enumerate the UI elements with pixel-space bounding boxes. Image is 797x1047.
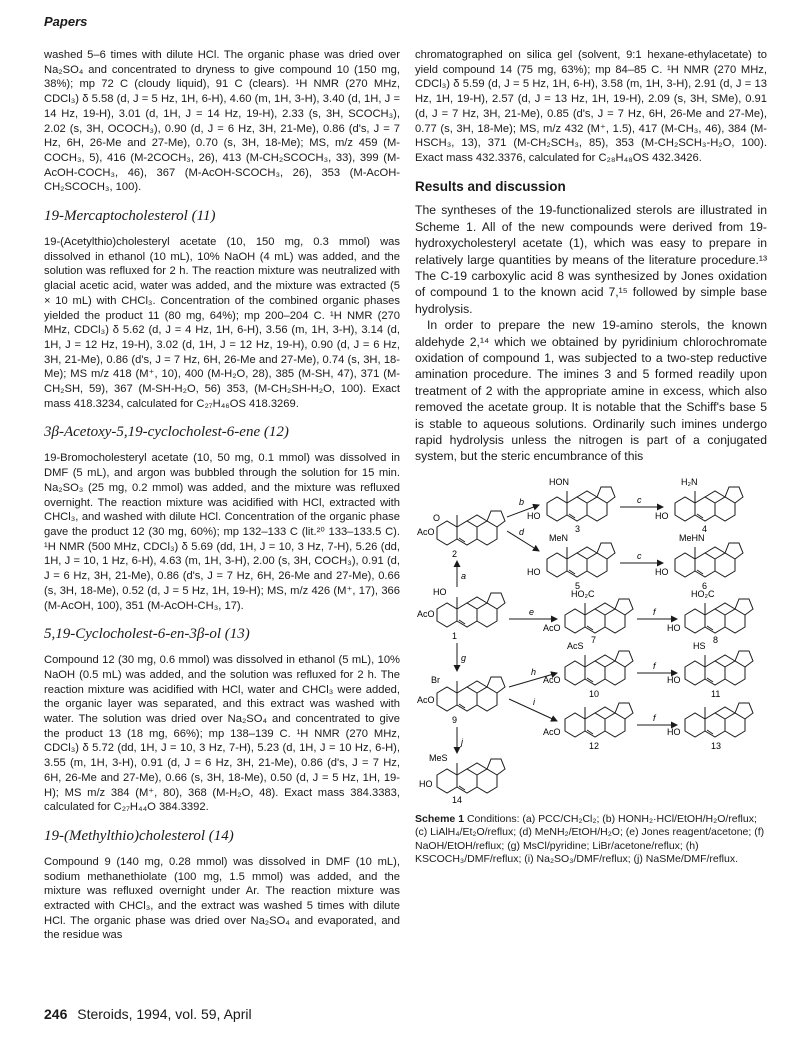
group-label: HO₂C [691,588,715,599]
molecule-12 [565,703,633,737]
molecule-7 [565,599,633,633]
group-label: HO [527,566,541,577]
group-label: AcO [543,674,561,685]
journal-citation: Steroids, 1994, vol. 59, April [77,1006,252,1022]
group-label: AcS [567,640,584,651]
group-label: AcO [543,622,561,633]
molecule-13 [685,703,753,737]
group-label: HO [527,510,541,521]
paragraph-compound-13: Compound 12 (30 mg, 0.6 mmol) was dissolved in ethanol (5 mL), 10% NaOH (0.5 mL) was added, and the solution was refluxed for 2 h. The reaction mixture was acidified with HCl, water and CHCl₃ were added, the organic layer was separated, and this extract was washed with water. The solution was dried over Na₂SO₄ and concentrated to give the product 13 (18 mg, 66%); mp 138–139 C. ¹H NMR (270 MHz, CDCl₃) δ 5.72 (dd, 1H, J = 10, 3 Hz, 7-H), 5.23 (d, 1H, J = 10 Hz, 6-H), 3.55 (m, 1H, 3-H), 0.91 (d, J = 6 Hz, 3H, 21-Me), 0.86 (d's, J = 7 Hz, 6H, 26-Me and 27-Me), 0.66 (s, 3H, 18-Me), 0.50 (d, J = 5 Hz, 1H, 19-H); MS m/z 384 (M⁺, 80), 368 (M-H₂O, 48). Exact mass 384.3383, calculated for C₂₇H₄₄O 384.3392. [44,654,400,814]
group-label: O [433,512,441,523]
molecule-8 [685,599,753,633]
arrow-label: i [533,696,535,707]
arrow-label: f [653,660,656,671]
paragraph-compound-10-end: washed 5–6 times with dilute HCl. The organic phase was dried over Na₂SO₄ and concentrated to dryness to give compound 10 (150 mg, 38%); mp 72 C (cloudy liquid), 91 C (clears). ¹H NMR (270 MHz, CDCl₃) δ 5.58 (d, J = 5 Hz, 1H, 6-H), 4.60 (m, 1H, 3-H), 3.40 (d, 1H, J = 14 Hz, 19-H), 3.01 (d, 1H, J = 14 Hz, 19-H), 2.33 (s, 3H, SCOCH₃), 2.02 (s, 3H, OCOCH₃), 0.90 (d, J = 6 Hz, 3H, 21-Me), 0.86 (d's, J = 7 Hz, 6H, 26-Me and 27-Me), 0.70 (s, 3H, 18-Me); MS, m/z 459 (M-COCH₃, 5), 416 (M-2COCH₃, 26), 413 (M-CH₂SCOCH₃, 33), 399 (M-AcOH-COCH₃, 46), 367 (M-AcOH-SCOCH₃, 26), 353 (M-AcOH-CH₂SCOCH₃, 100). [44,49,400,194]
arrow-label: a [461,570,467,581]
group-label: MeHN [679,532,705,543]
arrow-label: f [653,712,656,723]
group-label: H₂N [681,476,698,487]
molecule-3 [547,487,615,521]
scheme-caption-label: Scheme 1 [415,812,465,825]
group-label: HO [419,778,433,789]
paragraph-compound-12: 19-Bromocholesteryl acetate (10, 50 mg, 0.1 mmol) was dissolved in DMF (5 mL), and argon was bubbled through the solution for 15 min. Na₂SO₃ (25 mg, 0.2 mmol) was added, and the mixture was refluxed overnight. The reaction mixture was acidified with HCl, extracted with CHCl₃, and washed with dilute HCl. Concentration of the organic phase gave the product 12 (30 mg, 60%); mp 132–133 C (lit.²⁰ 133–133.5 C). ¹H NMR (500 MHz, CDCl₃) δ 5.69 (dd, 1H, J = 10, 3 Hz, 7-H), 5.26 (dd, 1H, J = 10, 1 Hz, 6-H), 4.63 (m, 1H, 3-H), 2.00 (s, 3H, COCH₃), 0.91 (d, J = 6 Hz, 3H, 21-Me), 0.86 (d's, J = 7 Hz, 6H, 26-Me and 27-Me), 0.66 (s, 3H, 18-Me), 0.52 (d, J = 5 Hz, 1H, 19-H); MS, m/z 426 (M⁺, 17), 366 (M-AcOH, 100), 351 (M-AcOH-CH₃, 17). [44,452,400,612]
group-label: AcO [543,726,561,737]
section-title: Results and discussion [415,178,566,194]
molecule-5 [547,543,615,577]
compound-number: 5 [575,580,581,591]
group-label: HO [433,586,447,597]
compound-number: 2 [452,548,458,559]
compound-number: 10 [589,688,600,699]
compound-number: 14 [452,794,463,805]
group-label: HON [549,476,569,487]
arrow-label: f [653,606,656,617]
group-label: HO [667,622,681,633]
compound-number: 8 [713,634,719,645]
results-paragraph-1: The syntheses of the 19-functionalized sterols are illustrated in Scheme 1. All of the new compounds were derived from 19-hydroxycholesteryl acetate (1), which was easy to prepare in relatively large quantities by means of the literature procedure.¹³ The C-19 carboxylic acid 8 was synthesized by Jones oxidation of compound 1 to the known acid 7,¹⁵ followed by simple base hydrolysis. [415,203,767,316]
molecule-11 [685,651,753,685]
compound-number: 13 [711,740,722,751]
paragraph-compound-14-end: chromatographed on silica gel (solvent, 9:1 hexane-ethylacetate) to yield compound 14 (75 mg, 63%); mp 84–85 C. ¹H NMR (270 MHz, CDCl₃) δ 5.59 (d, J = 5 Hz, 1H, 6-H), 3.58 (m, 1H, 3-H), 2.91 (d, J = 13 Hz, 1H, 19-H), 2.57 (d, J = 13 Hz, 1H, 19-H), 2.09 (s, 3H, SMe), 0.91 (d, J = 7 Hz, 3H, 21-Me), 0.85 (d's, J = 7 Hz, 6H, 26-Me and 27-Me), 0.77 (s, 3H, 18-Me); MS, m/z 432 (M⁺, 1.5), 417 (M-CH₃, 46), 384 (M-HSCH₃, 13), 371 (M-CH₂SCH₃, 85), 353 (M-CH₂SCH₃-H₂O, 100). Exact mass 432.3376, calculated for C₂₈H₄₈OS 432.3426. [415,49,767,164]
molecule-10 [565,651,633,685]
group-label: HO [667,674,681,685]
compound-number: 4 [702,523,708,534]
arrow-label: d [519,526,525,537]
arrow-label: c [637,494,642,505]
group-label: Br [431,674,440,685]
subheading-compound-12: 3β-Acetoxy-5,19-cyclocholest-6-ene (12) [44,424,289,441]
group-label: AcO [417,608,435,619]
molecule-4 [675,487,743,521]
compound-number: 7 [591,634,597,645]
arrow-label: e [529,606,535,617]
compound-number: 11 [711,688,721,699]
page-footer [44,1006,252,1022]
group-label: HO₂C [571,588,595,599]
compound-number: 1 [452,630,458,641]
scheme-caption-text: Conditions: (a) PCC/CH₂Cl₂; (b) HONH₂·HCl/EtOH/H₂O/reflux; (c) LiAlH₄/Et₂O/reflux; (d) MeNH₂/EtOH/H₂O; (e) Jones reagent/acetone; (f) NaOH/EtOH/reflux; (g) MsCl/pyridine; LiBr/acetone/reflux; (h) KSCOCH₃/DMF/reflux; (i) Na₂SO₃/DMF/reflux; (j) NaSMe/DMF/reflux. [415,812,765,866]
right-column [415,48,767,867]
paragraph-compound-11: 19-(Acetylthio)cholesteryl acetate (10, 150 mg, 0.3 mmol) was dissolved in ethanol (10 mL), 10% NaOH (4 mL) was added, and the solution was refluxed for 2 h. The reaction mixture was neutralized with glacial acetic acid, water was added, and the mixture was extracted (5 × 10 mL) with CHCl₃. Concentration of the combined organic phases yielded the product 11 (80 mg, 64%); mp 200–204 C. ¹H NMR (270 MHz, CDCl₃) δ 5.62 (d, J = 4 Hz, 1H, 6-H), 3.56 (m, 1H, 3-H), 3.14 (d, 1H, J = 12 Hz, 19-H), 3.02 (d, 1H, J = 12 Hz, 19-H), 0.90 (d, J = 6 Hz, 3H, 21-Me), 0.86 (d's, J = 7 Hz, 6H, 26-Me and 27-Me), 0.74 (s, 3H, 18-Me); MS m/z 418 (M⁺, 10), 400 (M-H₂O, 28), 385 (M-SH, 47), 371 (M-CH₂SH, 59), 367 (M-SH-H₂O, 56) 353, (M-CH₂SH-H₂O, 100). Exact mass 418.3234, calculated for C₂₇H₄₆OS 418.3269. [44,236,400,410]
molecule-14 [437,759,505,793]
subheading-compound-14: 19-(Methylthio)cholesterol (14) [44,827,234,844]
page-number: 246 [44,1006,68,1022]
compound-number: 9 [452,714,458,725]
scheme-1-drawing [415,477,767,807]
running-header: Papers [44,14,88,29]
group-label: MeN [549,532,569,543]
molecule-2 [437,511,505,545]
group-label: HO [667,726,681,737]
group-label: AcO [417,694,435,705]
group-label: HS [693,640,706,651]
arrow-label: c [637,550,642,561]
subheading-compound-13: 5,19-Cyclocholest-6-en-3β-ol (13) [44,626,250,643]
group-label: HO [655,510,669,521]
subheading-compound-11: 19-Mercaptocholesterol (11) [44,208,216,225]
group-label: MeS [429,752,448,763]
compound-number: 3 [575,523,581,534]
group-label: HO [655,566,669,577]
scheme-caption [415,813,767,867]
scheme-1-figure [415,477,767,807]
arrow-label: g [461,652,467,663]
arrow-label: b [519,496,525,507]
results-paragraph-2: In order to prepare the new 19-amino sterols, the known aldehyde 2,¹⁴ which we obtained by pyridinium chlorochromate oxidation of compound 1, was subjected to a two-step reductive amination procedure. The imines 3 and 5 formed readily upon treatment of 2 with the appropriate amine in excess, which also removed the acetate group. It is notable that the Schiff's base 5 is stable to aqueous solutions. Ordinarily such imines undergo rapid hydrolysis unless the nitrogen is part of a conjugated system, but the steric encumbrance of this [415,318,767,464]
molecule-6 [675,543,743,577]
molecule-1 [437,593,505,627]
arrow-label: j [461,736,463,747]
left-column [44,48,400,943]
molecule-9 [437,677,505,711]
arrow-label: h [531,666,537,677]
compound-number: 6 [702,580,708,591]
group-label: AcO [417,526,435,537]
compound-number: 12 [589,740,600,751]
paragraph-compound-14: Compound 9 (140 mg, 0.28 mmol) was dissolved in DMF (10 mL), sodium methanethiolate (100 mg, 1.5 mmol) was added, and the mixture was refluxed overnight under Ar. The reaction mixture was extracted with CHCl₃, and the extract was washed 5 times with dilute HCl. The organic phase was dried over Na₂SO₄ and evaporated, and the residue was [44,855,400,942]
